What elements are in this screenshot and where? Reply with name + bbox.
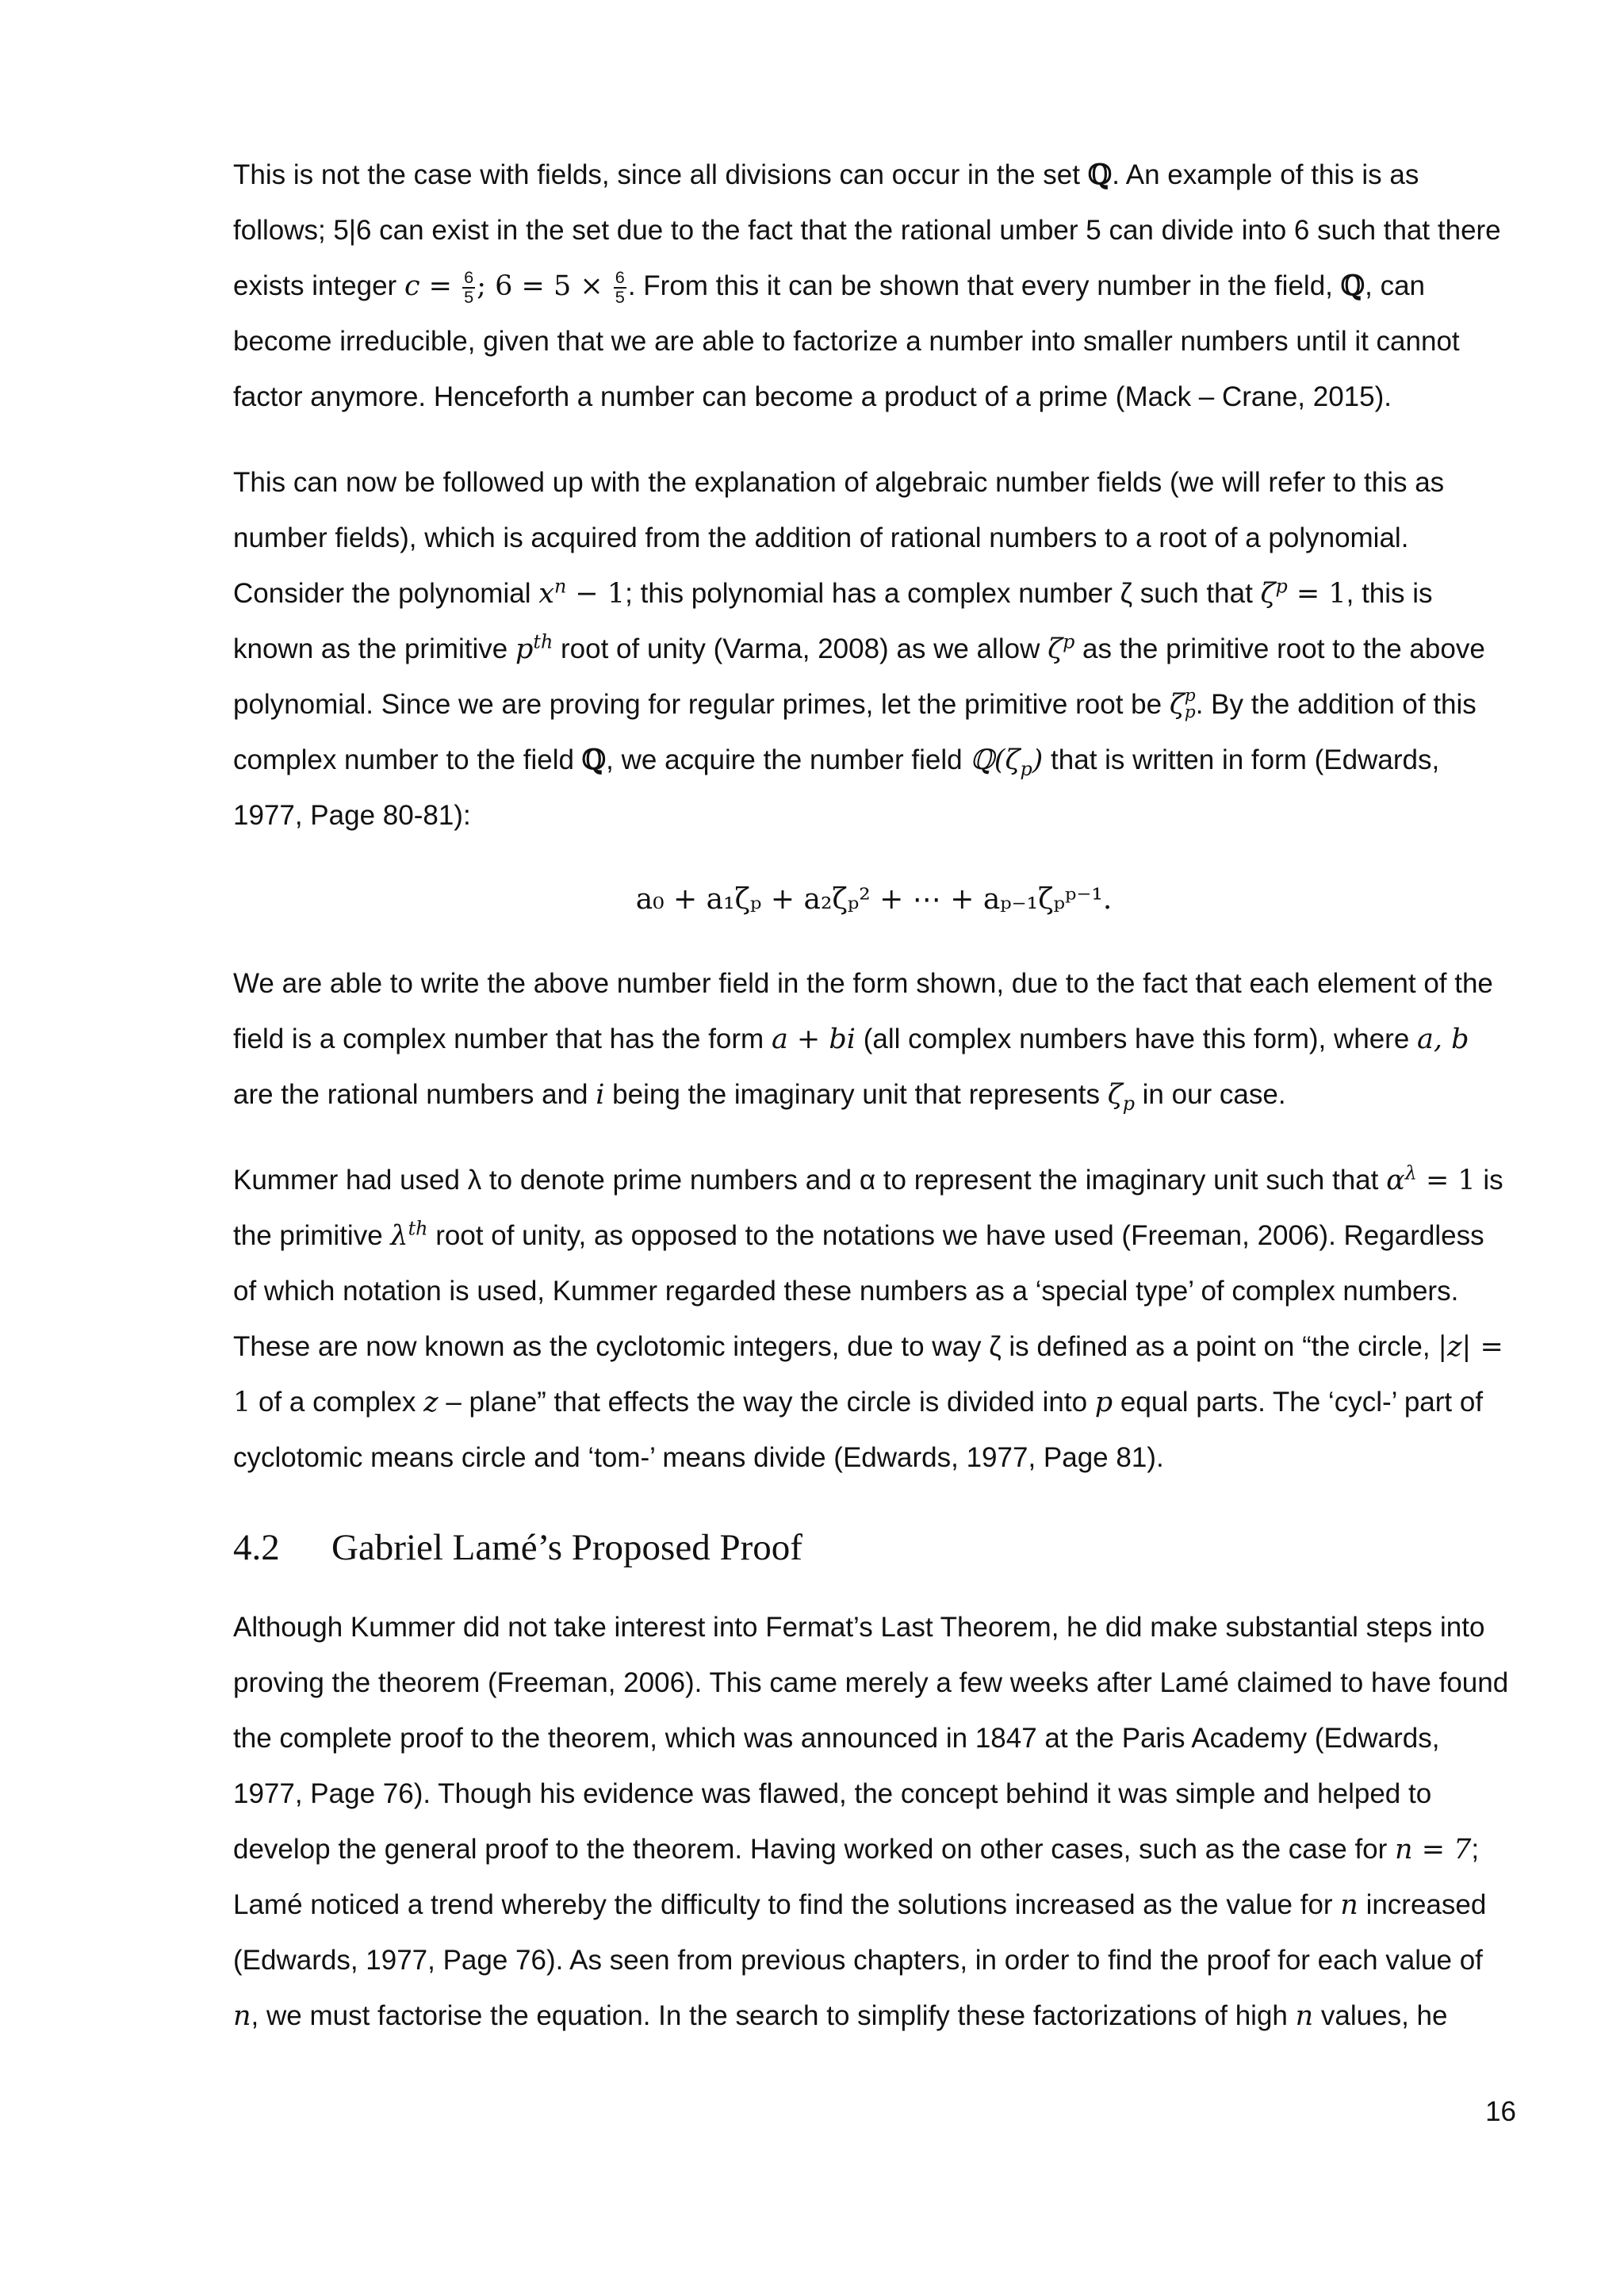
text-run: are the rational numbers and <box>233 1079 596 1110</box>
fraction-numerator: 6 <box>464 266 474 287</box>
text-run: ; Lamé noticed a trend whereby the difficulty to find the solutions increased as the value for <box>233 1834 1480 1920</box>
text-run: (all complex numbers have this form), where <box>855 1024 1418 1054</box>
text-run: This can now be followed up with the explanation of algebraic number fields (we will refer to this as number fields), which is acquired from the addition of rational numbers to a root of a polynomial. Consider the polynomial <box>233 467 1445 609</box>
text-run: root of unity (Varma, 2008) as we allow <box>553 633 1048 664</box>
fraction <box>462 266 475 307</box>
fraction-denominator: 5 <box>464 286 474 307</box>
paragraph-number-fields <box>233 455 1515 844</box>
rational-set-symbol: ℚ <box>581 744 607 776</box>
math-exponent: n <box>553 575 567 598</box>
text-run: Kummer had used λ to denote prime numbers and α to represent the imaginary unit such that <box>233 1165 1387 1196</box>
text-run: , this is known as the primitive <box>233 578 1433 664</box>
paragraph-complex-form <box>233 956 1515 1123</box>
math-variable: ζ <box>1169 689 1185 721</box>
math-variable: z <box>423 1387 439 1418</box>
math-expression: ; 6 = 5 × <box>477 270 612 302</box>
text-run: – plane” that effects the way the circle is divided into <box>438 1387 1095 1418</box>
text-run: in our case. <box>1134 1079 1286 1110</box>
text-run: is the primitive <box>233 1165 1503 1251</box>
math-expression: = 1 <box>1287 578 1346 610</box>
text-run: equal parts. The ‘cycl-’ part of cyclotomic means circle and ‘tom-’ means divide (Edwards, 1977, Page 81). <box>233 1387 1484 1473</box>
fraction-numerator: 6 <box>615 266 625 287</box>
math-subscript: p <box>1122 1093 1135 1115</box>
text-run: This is not the case with fields, since all divisions can occur in the set <box>233 159 1088 190</box>
math-variable: p <box>515 633 534 665</box>
math-exponent: p <box>1184 685 1196 706</box>
section-heading <box>233 1516 1515 1579</box>
section-title: Gabriel Lamé’s Proposed Proof <box>331 1527 802 1568</box>
paragraph-fields-divisions <box>233 147 1515 425</box>
display-equation: a₀ + a₁ζₚ + a₂ζₚ² + ⋯ + aₚ₋₁ζₚᵖ⁻¹. <box>635 883 1113 916</box>
math-expression: a + bi <box>771 1024 856 1055</box>
math-variable: x <box>538 578 554 610</box>
math-exponent: p <box>1063 630 1075 653</box>
math-variable: λ <box>390 1220 408 1252</box>
math-variable: ζ <box>1048 633 1063 665</box>
math-exponent: p <box>1275 575 1288 598</box>
math-variable: ζ <box>1260 578 1276 610</box>
math-variable: n <box>1295 2000 1314 2032</box>
math-variable: n <box>233 2000 251 2032</box>
text-run: being the imaginary unit that represents <box>604 1079 1108 1110</box>
text-run: . From this it can be shown that every number in the field, <box>627 270 1341 301</box>
math-expression: ℚ(ζ <box>970 744 1021 776</box>
math-expression: |z| <box>1438 1331 1472 1363</box>
text-run: , we must factorise the equation. In the search to simplify these factorizations of high <box>251 2000 1296 2031</box>
math-expression: n = 7 <box>1395 1834 1472 1866</box>
math-expression: ) <box>1032 744 1044 776</box>
text-run: . By the addition of this complex number to the field <box>233 689 1477 775</box>
text-run: . An example of this is as follows; 5|6 can exist in the set due to the fact that the rational umber 5 can divide into 6 such that there exists integer <box>233 159 1501 301</box>
paragraph-kummer-notation <box>233 1153 1515 1486</box>
fraction-denominator: 5 <box>615 286 625 307</box>
page-number: 16 <box>1485 2096 1516 2127</box>
text-run: , we acquire the number field <box>606 744 971 775</box>
math-variable: α <box>1386 1165 1405 1196</box>
math-expression: = 1 <box>233 1331 1503 1418</box>
math-variable: i <box>596 1079 605 1111</box>
text-run: increased (Edwards, 1977, Page 76). As seen from previous chapters, in order to find the proof for each value of <box>233 1889 1487 1976</box>
math-variable: p <box>1094 1387 1113 1418</box>
math-subscript: p <box>1020 758 1032 780</box>
paragraph-lame-proof <box>233 1600 1515 2044</box>
fraction <box>614 266 626 307</box>
text-run: that is written in form (Edwards, 1977, Page 80-81): <box>233 744 1440 831</box>
rational-set-symbol: ℚ <box>1340 270 1365 302</box>
page-body <box>233 147 1515 2044</box>
math-exponent: th <box>408 1217 428 1240</box>
math-variable: n <box>1340 1889 1358 1921</box>
text-run: Although Kummer did not take interest into Fermat’s Last Theorem, he did make substantial steps into proving the theorem (Freeman, 2006). This came merely a few weeks after Lamé claimed to have found the complete proof to the theorem, which was announced in 1847 at the Paris Academy (Edwards, 1977, Page 76). Though his evidence was flawed, the concept behind it was simple and helped to develop the general proof to the theorem. Having worked on other cases, such as the case for <box>233 1612 1509 1865</box>
rational-set-symbol: ℚ <box>1087 159 1113 191</box>
math-subscript: p <box>1184 702 1196 723</box>
text-run: We are able to write the above number field in the form shown, due to the fact that each element of the field is a complex number that has the form <box>233 968 1493 1054</box>
text-run: as the primitive root to the above polynomial. Since we are proving for regular primes, let the primitive root be <box>233 633 1485 720</box>
math-exponent: λ <box>1404 1161 1417 1184</box>
math-expression: a, b <box>1417 1024 1469 1055</box>
text-run: of a complex <box>251 1387 424 1418</box>
math-expression: = 1 <box>1416 1165 1476 1196</box>
math-operator: = <box>419 270 462 302</box>
text-run: root of unity, as opposed to the notations we have used (Freeman, 2006). Regardless of which notation is used, Kummer regarded these numbers as a ‘special type’ of complex numbers. These are now known as the cyclotomic integers, due to way ζ is defined as a point on “the circle, <box>233 1220 1484 1362</box>
text-run: ; this polynomial has a complex number ζ such that <box>625 578 1261 609</box>
text-run: values, he <box>1313 2000 1448 2031</box>
math-expression: − 1 <box>566 578 626 610</box>
section-number: 4.2 <box>233 1527 280 1568</box>
math-variable: c <box>404 270 420 302</box>
math-exponent: th <box>533 630 553 653</box>
math-sub-superscript <box>1185 687 1196 721</box>
text-run: , can become irreducible, given that we are able to factorize a number into smaller numbers until it cannot factor anymore. Henceforth a number can become a product of a prime (Mack – Crane, 2015). <box>233 270 1460 412</box>
math-variable: ζ <box>1107 1079 1123 1111</box>
